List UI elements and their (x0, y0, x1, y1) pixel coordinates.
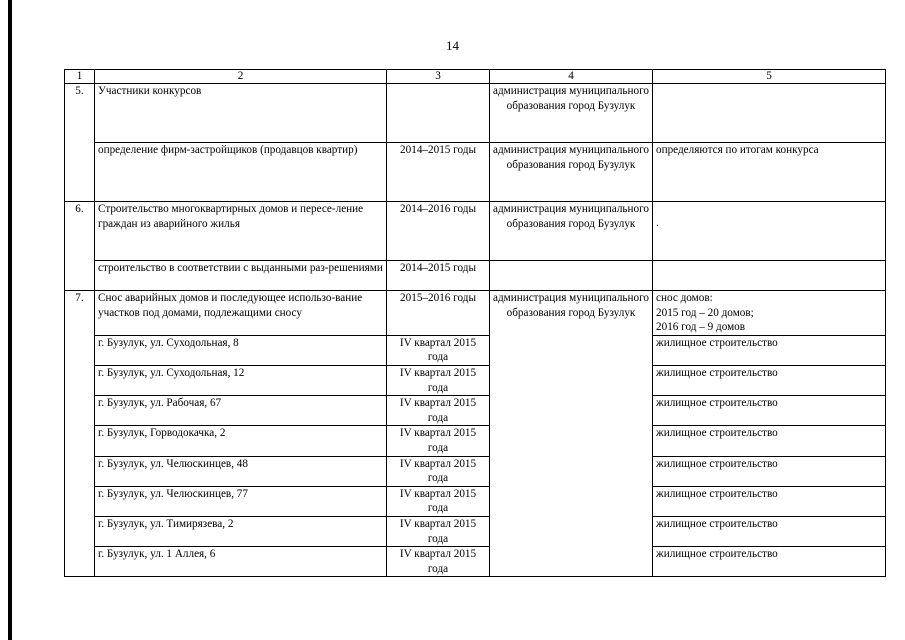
period-cell: IV квартал 2015 года (387, 396, 490, 426)
executor-cell: администрация муниципального образования город Бузулук (490, 84, 653, 143)
table-row (65, 547, 886, 577)
result-cell: жилищное строительство (653, 426, 886, 456)
result-cell: жилищное строительство (653, 547, 886, 577)
address-cell: г. Бузулук, ул. Суходольная, 12 (95, 365, 387, 395)
period-cell: 2014–2015 годы (387, 261, 490, 291)
result-cell: жилищное строительство (653, 335, 886, 365)
period-cell: IV квартал 2015 года (387, 335, 490, 365)
executor-cell: администрация муниципального образования город Бузулук (490, 202, 653, 261)
row-number: 6. (65, 202, 95, 291)
measure-cell: Участники конкурсов (95, 84, 387, 143)
result-cell (653, 291, 886, 336)
page-number: 14 (446, 38, 459, 53)
table-row (65, 335, 886, 365)
period-cell: IV квартал 2015 года (387, 456, 490, 486)
table-header-row (65, 70, 886, 84)
program-table (64, 69, 886, 577)
period-cell: 2014–2015 годы (387, 143, 490, 202)
scan-edge-bar (8, 0, 12, 640)
period-cell: IV квартал 2015 года (387, 516, 490, 546)
period-cell: IV квартал 2015 года (387, 365, 490, 395)
table-row (65, 365, 886, 395)
row-number: 5. (65, 84, 95, 202)
executor-cell (490, 261, 653, 291)
column-header: 2 (95, 70, 387, 84)
result-cell: . (653, 202, 886, 261)
period-cell: IV квартал 2015 года (387, 426, 490, 456)
result-cell (653, 261, 886, 291)
period-cell: 2014–2016 годы (387, 202, 490, 261)
result-cell: жилищное строительство (653, 486, 886, 516)
column-header: 4 (490, 70, 653, 84)
table-row (65, 143, 886, 202)
table-row (65, 426, 886, 456)
executor-cell: администрация муниципального образования город Бузулук (490, 143, 653, 202)
measure-cell: Строительство многоквартирных домов и пересе-ление граждан из аварийного жилья (95, 202, 387, 261)
table-row (65, 291, 886, 336)
address-cell: г. Бузулук, ул. Тимирязева, 2 (95, 516, 387, 546)
result-cell: определяются по итогам конкурса (653, 143, 886, 202)
period-cell: IV квартал 2015 года (387, 486, 490, 516)
result-cell: жилищное строительство (653, 516, 886, 546)
result-cell (653, 84, 886, 143)
address-cell: г. Бузулук, ул. Рабочая, 67 (95, 396, 387, 426)
address-cell: г. Бузулук, Горводокачка, 2 (95, 426, 387, 456)
address-cell: г. Бузулук, ул. Челюскинцев, 77 (95, 486, 387, 516)
result-line: 2016 год – 9 домов (656, 321, 746, 334)
period-cell: IV квартал 2015 года (387, 547, 490, 577)
result-cell: жилищное строительство (653, 365, 886, 395)
address-cell: г. Бузулук, ул. 1 Аллея, 6 (95, 547, 387, 577)
table-row (65, 486, 886, 516)
measure-cell: определение фирм-застройщиков (продавцов квартир) (95, 143, 387, 202)
column-header: 3 (387, 70, 490, 84)
address-cell: г. Бузулук, ул. Челюскинцев, 48 (95, 456, 387, 486)
address-cell: г. Бузулук, ул. Суходольная, 8 (95, 335, 387, 365)
executor-cell: администрация муниципального образования город Бузулук (490, 291, 653, 577)
period-cell (387, 84, 490, 143)
table-row (65, 84, 886, 143)
result-line: 2015 год – 20 домов; (656, 306, 754, 319)
column-header: 1 (65, 70, 95, 84)
table-row (65, 396, 886, 426)
result-line: снос домов: (656, 292, 713, 304)
result-cell: жилищное строительство (653, 396, 886, 426)
measure-cell: строительство в соответствии с выданными раз-решениями (95, 261, 387, 291)
column-header: 5 (653, 70, 886, 84)
table-row (65, 261, 886, 291)
table-row (65, 516, 886, 546)
measure-cell: Снос аварийных домов и последующее использо-вание участков под домами, подлежащими сносу (95, 291, 387, 336)
period-cell: 2015–2016 годы (387, 291, 490, 336)
table-row (65, 202, 886, 261)
row-number: 7. (65, 291, 95, 577)
table-row (65, 456, 886, 486)
result-cell: жилищное строительство (653, 456, 886, 486)
